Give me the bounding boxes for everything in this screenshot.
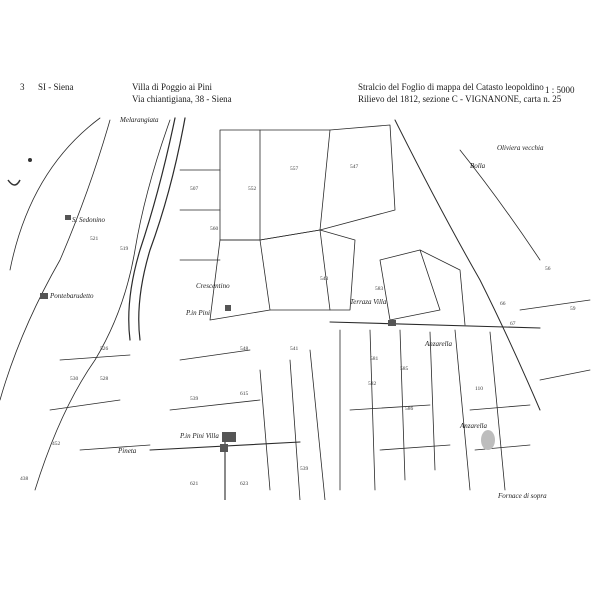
province-label: SI - Siena: [38, 82, 74, 92]
map-title: Stralcio del Foglio di mappa del Catasto leopoldino: [358, 82, 544, 92]
parcel-number: 541: [290, 346, 299, 352]
parcel-number: 519: [120, 246, 129, 252]
compass-mark: [8, 158, 32, 185]
parcel-number: 560: [210, 226, 219, 232]
parcel-number: 623: [240, 481, 249, 487]
parcel-number: 621: [190, 481, 199, 487]
label-sedonino: S. Sedonino: [72, 216, 106, 224]
parcel-lines: [0, 118, 590, 500]
page-margin-bottom: [0, 500, 600, 600]
parcel-number: 539: [190, 396, 199, 402]
parcel-number: 110: [475, 386, 484, 392]
parcel-number: 583: [375, 286, 384, 292]
label-bolla: Bolla: [470, 162, 486, 170]
map-scale: 1 : 5000: [545, 85, 575, 95]
parcel-number: 582: [368, 381, 377, 387]
terraza-building: [388, 320, 396, 326]
pontebaradetto-building: [40, 293, 48, 299]
map-survey: Rilievo del 1812, sezione C - VIGNANONE, carta n. 25: [358, 94, 562, 104]
sheet-number: 3: [20, 82, 25, 92]
parcel-number: 507: [190, 186, 199, 192]
parcel-number: 66: [500, 301, 506, 307]
page-header: [0, 0, 600, 110]
parcel-number: 615: [240, 391, 249, 397]
parcel-number: 586: [405, 406, 414, 412]
parcel-number: 581: [370, 356, 379, 362]
label-pinpinivilla: P.in Pini Villa: [180, 432, 219, 440]
parcel-number: 67: [510, 321, 516, 327]
parcel-number: 530: [70, 376, 79, 382]
buildings: [40, 215, 396, 452]
sedonino-building: [65, 215, 71, 220]
label-cresciano: Crescentino: [196, 282, 230, 290]
map-drawing: [0, 110, 600, 500]
label-pinpini: P.in Pini: [186, 309, 210, 317]
cadastral-map: [0, 110, 600, 500]
parcel-number: 452: [52, 441, 61, 447]
label-pineta: Pineta: [118, 447, 137, 455]
villa-address: Via chiantigiana, 38 - Siena: [132, 94, 232, 104]
parcel-number: 552: [248, 186, 257, 192]
parcel-number: 56: [545, 266, 551, 272]
parcel-number: 59: [570, 306, 576, 312]
parcel-number: 528: [100, 376, 109, 382]
parcel-number: 438: [20, 476, 29, 482]
parcel-number: 539: [300, 466, 309, 472]
label-fornacedisopra: Fornace di sopra: [498, 492, 547, 500]
map-stain: [481, 430, 495, 450]
villa-name: Villa di Poggio ai Pini: [132, 82, 212, 92]
parcel-number: 547: [350, 164, 359, 170]
parcel-number: 526: [100, 346, 109, 352]
villa-building: [222, 432, 236, 442]
label-anzarella: Anzarella: [425, 340, 452, 348]
pinpini-building: [225, 305, 231, 311]
parcel-number: 585: [400, 366, 409, 372]
label-melarancia: Melarangiata: [120, 116, 159, 124]
villa-annex: [220, 444, 228, 452]
label-olivieravecchia: Oliviera vecchia: [497, 144, 544, 152]
label-pontebaradetto: Pontebarudetto: [50, 292, 94, 300]
parcel-number: 521: [90, 236, 99, 242]
label-terrazavilla: Terraza Villa: [350, 298, 387, 306]
label-anzarella-2: Anzarella: [460, 422, 487, 430]
parcel-number: 548: [240, 346, 249, 352]
parcel-number: 543: [320, 276, 329, 282]
parcel-number: 557: [290, 166, 299, 172]
